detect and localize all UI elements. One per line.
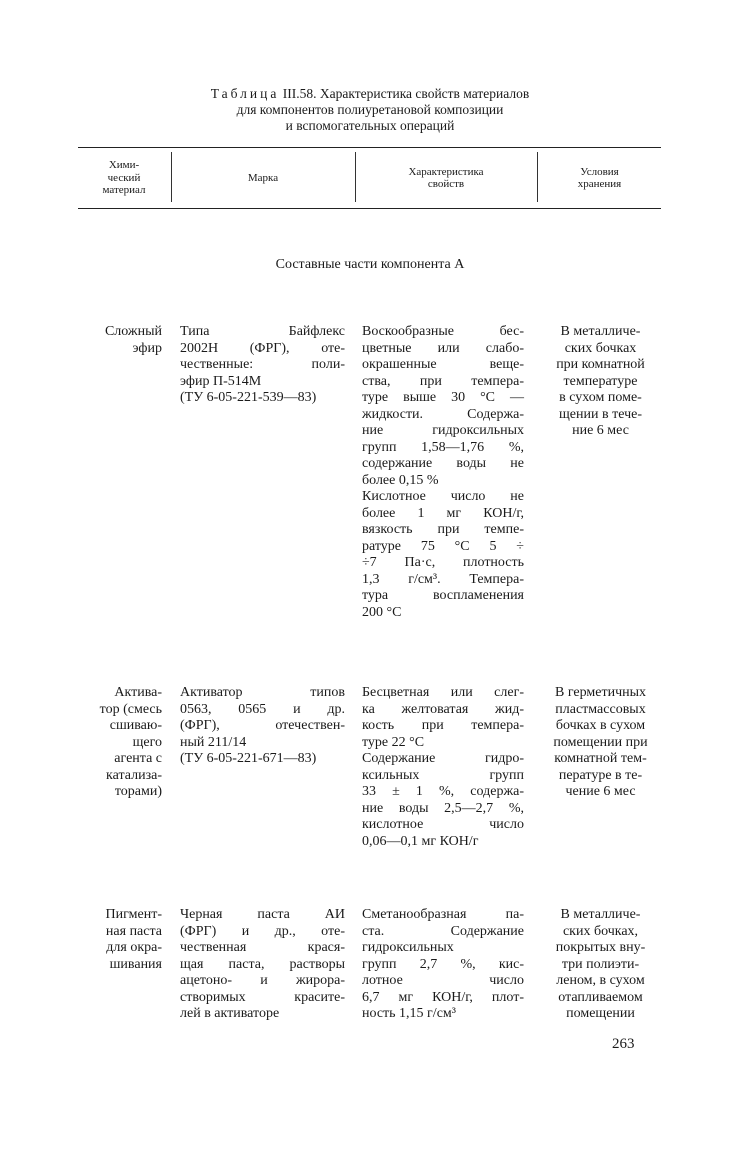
row-2-brand bbox=[180, 685, 345, 768]
text-line: 33 ± 1 %, содержа- bbox=[362, 784, 524, 799]
row-3-properties bbox=[362, 907, 524, 1023]
header-material bbox=[78, 148, 170, 208]
text-line: отапливаемом bbox=[558, 989, 643, 1005]
text-line: ацетоно- и жирора- bbox=[180, 973, 345, 988]
text-line: Актива- bbox=[114, 685, 162, 700]
text-line: эфир bbox=[132, 340, 162, 356]
text-line: более 0,15 % bbox=[362, 472, 439, 488]
text-line: 200 °С bbox=[362, 604, 402, 620]
text-line: покрытых вну- bbox=[555, 940, 646, 955]
page-number: 263 bbox=[612, 1036, 635, 1052]
text-line: В металличе- bbox=[560, 324, 641, 339]
text-line: туре выше 30 °С — bbox=[362, 390, 524, 405]
row-3-brand bbox=[180, 907, 345, 1023]
text-line: в сухом поме- bbox=[559, 390, 642, 405]
header-brand-label: Марка bbox=[247, 171, 279, 184]
text-line: ность 1,15 г/см³ bbox=[362, 1006, 456, 1021]
text-line: Кислотное число не bbox=[362, 489, 524, 504]
text-line: 2002Н (ФРГ), оте- bbox=[180, 340, 345, 356]
row-2-storage bbox=[538, 685, 663, 801]
text-line: бочках в сухом bbox=[555, 718, 646, 733]
text-line: кость при темпера- bbox=[362, 718, 524, 733]
row-2-properties bbox=[362, 685, 524, 850]
text-line: помещении bbox=[566, 1006, 635, 1021]
text-line: ста. Содержание bbox=[362, 923, 524, 939]
text-line: торами) bbox=[114, 784, 162, 799]
text-line: гидроксильных bbox=[362, 940, 454, 955]
text-line: ние 6 мес bbox=[572, 423, 629, 438]
row-1-storage bbox=[538, 324, 663, 440]
header-storage bbox=[538, 148, 661, 208]
text-line: чественная крася- bbox=[180, 940, 345, 955]
text-line: Содержание гидро- bbox=[362, 751, 524, 766]
text-line: лотное число bbox=[362, 973, 524, 988]
row-3-material bbox=[76, 907, 162, 973]
text-line: жидкости. Содержа- bbox=[362, 406, 524, 422]
text-line: групп 2,7 %, кис- bbox=[362, 956, 524, 972]
header-properties-line: Характеристика bbox=[408, 165, 484, 178]
text-line: ная паста bbox=[105, 923, 162, 939]
header-properties-line: свойств bbox=[427, 178, 465, 190]
text-line: ксильных групп bbox=[362, 767, 524, 783]
text-line: групп 1,58—1,76 %, bbox=[362, 439, 524, 455]
header-brand bbox=[172, 148, 354, 208]
text-line: пературе в те- bbox=[558, 767, 643, 783]
text-line: эфир П-514М bbox=[180, 373, 262, 389]
text-line: Типа Байфлекс bbox=[180, 324, 345, 339]
text-line: Черная паста АИ bbox=[180, 907, 345, 922]
text-line: тор (смесь bbox=[99, 701, 162, 717]
text-line: вязкость при темпе- bbox=[362, 522, 524, 537]
text-line: тура воспламенения bbox=[362, 588, 524, 603]
title-line-1: III.58. Характеристика свойств материалов bbox=[282, 86, 530, 101]
text-line: лей в активаторе bbox=[180, 1006, 280, 1021]
header-material-line: материал bbox=[102, 184, 146, 197]
text-line: три полиэти- bbox=[561, 956, 640, 972]
text-line: (ФРГ) и др., оте- bbox=[180, 923, 345, 939]
text-line: 1,3 г/см³. Темпера- bbox=[362, 571, 524, 587]
title-line-3: и вспомогательных операций bbox=[285, 118, 455, 133]
text-line: 0,06—0,1 мг КОН/г bbox=[362, 833, 479, 849]
header-material-line: ческий bbox=[107, 171, 141, 184]
row-1-material bbox=[76, 324, 162, 357]
section-title: Составные части компонента А bbox=[275, 257, 465, 272]
text-line: чественные: поли- bbox=[180, 357, 345, 372]
header-properties bbox=[356, 148, 536, 208]
text-line: шивания bbox=[109, 956, 162, 972]
text-line: чение 6 мес bbox=[565, 784, 636, 799]
text-line: Сложный bbox=[104, 324, 162, 339]
text-line: туре 22 °С bbox=[362, 734, 425, 750]
text-line: (ФРГ), отечествен- bbox=[180, 718, 345, 733]
text-line: ских бочках bbox=[564, 340, 637, 356]
row-3-storage bbox=[538, 907, 663, 1023]
text-line: при комнатной bbox=[556, 357, 645, 372]
text-line: цветные или слабо- bbox=[362, 340, 524, 356]
text-line: температуре bbox=[563, 373, 638, 389]
table-header bbox=[78, 147, 661, 209]
text-line: комнатной тем- bbox=[554, 751, 647, 766]
table-label: Таблица bbox=[210, 86, 280, 101]
text-line: В герметичных bbox=[554, 685, 647, 700]
table-title bbox=[120, 86, 620, 134]
text-line: Активатор типов bbox=[180, 685, 345, 700]
text-line: катализа- bbox=[106, 767, 162, 783]
header-storage-line: хранения bbox=[577, 178, 622, 190]
text-line: пластмассовых bbox=[555, 701, 646, 717]
row-2-material bbox=[76, 685, 162, 801]
row-1-properties bbox=[362, 324, 524, 621]
text-line: Пигмент- bbox=[105, 907, 162, 922]
text-line: щего bbox=[132, 734, 162, 750]
text-line: щении в тече- bbox=[559, 406, 642, 422]
text-line: ратуре 75 °С 5 ÷ bbox=[362, 538, 524, 554]
text-line: Бесцветная или слег- bbox=[362, 685, 524, 700]
text-line: (ТУ 6-05-221-539—83) bbox=[180, 390, 317, 405]
text-line: ние воды 2,5—2,7 %, bbox=[362, 800, 524, 816]
text-line: В металличе- bbox=[560, 907, 641, 922]
header-material-line: Хими- bbox=[108, 159, 140, 172]
text-line: окрашенные веще- bbox=[362, 357, 524, 372]
text-line: более 1 мг КОН/г, bbox=[362, 505, 524, 521]
header-storage-line: Условия bbox=[580, 165, 619, 178]
text-line: помещении при bbox=[553, 734, 648, 750]
text-line: 0563, 0565 и др. bbox=[180, 701, 345, 717]
text-line: агента с bbox=[114, 751, 162, 766]
text-line: ка желтоватая жид- bbox=[362, 701, 524, 717]
text-line: ÷7 Па·с, плотность bbox=[362, 555, 524, 570]
text-line: ства, при темпера- bbox=[362, 373, 524, 389]
text-line: ние гидроксильных bbox=[362, 423, 524, 438]
text-line: ских бочках, bbox=[562, 923, 639, 939]
text-line: сшиваю- bbox=[109, 718, 162, 733]
text-line: Сметанообразная па- bbox=[362, 907, 524, 922]
text-line: 6,7 мг КОН/г, плот- bbox=[362, 989, 524, 1005]
text-line: кислотное число bbox=[362, 817, 524, 832]
text-line: для окра- bbox=[106, 940, 162, 955]
text-line: леном, в сухом bbox=[556, 973, 645, 988]
text-line: (ТУ 6-05-221-671—83) bbox=[180, 751, 317, 766]
text-line: щая паста, растворы bbox=[180, 956, 345, 972]
text-line: Воскообразные бес- bbox=[362, 324, 524, 339]
text-line: створимых красите- bbox=[180, 989, 345, 1005]
text-line: содержание воды не bbox=[362, 456, 524, 471]
text-line: ный 211/14 bbox=[180, 734, 247, 750]
title-line-2: для компонентов полиуретановой композиции bbox=[236, 102, 504, 117]
row-1-brand bbox=[180, 324, 345, 407]
